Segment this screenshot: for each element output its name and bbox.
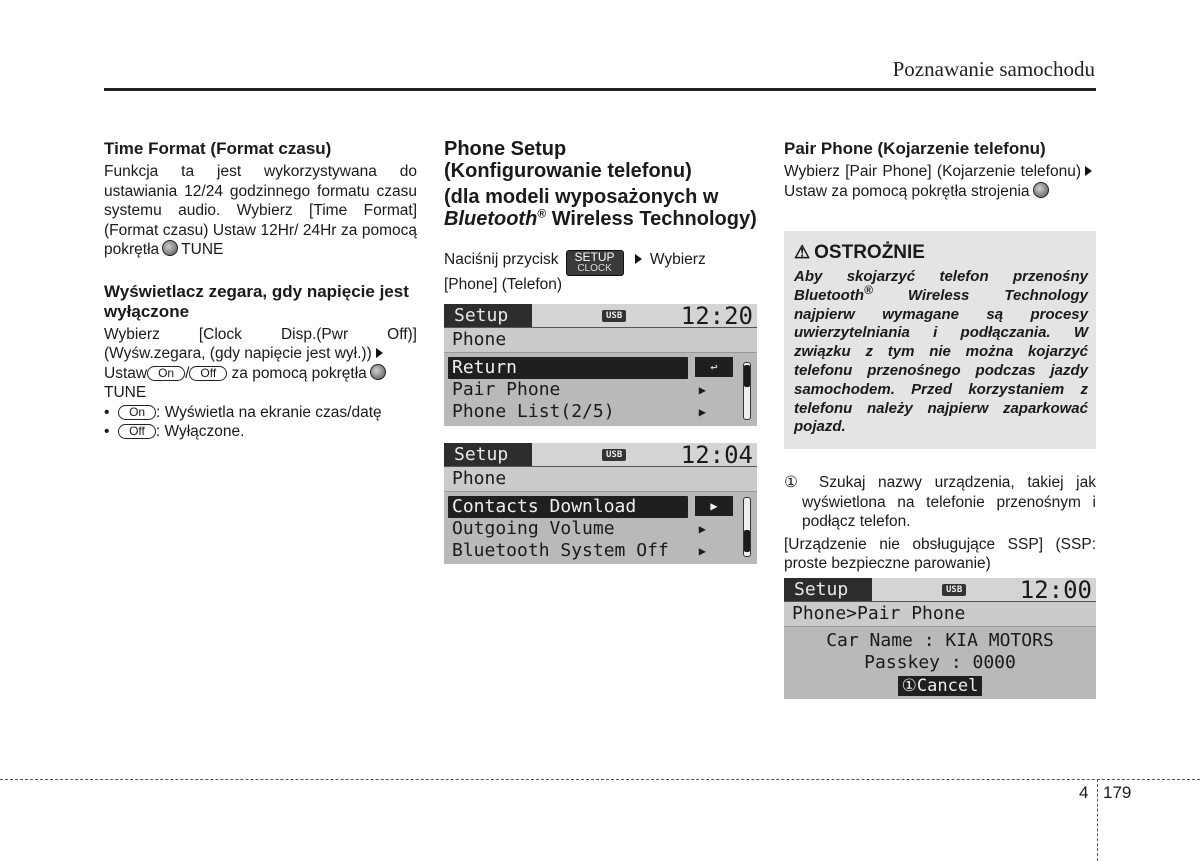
footer-rule (0, 779, 1200, 780)
paragraph-time-format: Funkcja ta jest wykorzystywana do ustawiania 12/24 godzinnego formatu czasu systemu audio. Wybierz [Time Format] (Format czasu) Ustaw 12Hr/ 24Hr za pomocą pokrętła TUNE (104, 163, 417, 258)
chevron-right-icon: ▶ (698, 405, 706, 419)
bullet-off: • Off : Wyłączone. (104, 423, 245, 440)
caution-text: Aby skojarzyć telefon przenośny Bluetooth® Wireless Technology najpierw wymagane są procesy uwierzytelniania i podłączania. W związku z tym nie można kojarzyć telefonu przenośnego podczas jazdy samochodem. Przed korzystaniem z telefonu należy najpierw zaparkować pojazd. (794, 268, 1088, 436)
usb-icon: USB (942, 584, 966, 596)
on-button-icon: On (118, 405, 156, 420)
menu-item-outgoing-volume[interactable]: Outgoing Volume ▶ (452, 518, 706, 539)
header-rule (104, 88, 1096, 91)
heading-bluetooth-models-2: Bluetooth® Wireless Technology) (444, 206, 757, 230)
chapter-number: 4 (1079, 783, 1089, 802)
chevron-right-icon: ▶ (698, 383, 706, 397)
caution-box (784, 231, 1096, 449)
chevron-right-icon: ▶ (695, 496, 733, 516)
column-middle (444, 138, 757, 295)
scrollbar[interactable] (743, 362, 751, 420)
paragraph-clock-set: Ustaw On / Off za pomocą pokrętła (104, 364, 417, 384)
arrow-right-icon (635, 254, 642, 264)
column-left (104, 138, 417, 442)
screen-title: Phone (444, 328, 757, 353)
return-icon: ↩ (695, 357, 733, 377)
screen-pair-phone (784, 578, 1096, 699)
paragraph-phone: [Phone] (Telefon) (444, 276, 563, 293)
menu-item-contacts-download[interactable]: Contacts Download (448, 496, 688, 518)
heading-phone-setup: Phone Setup (444, 138, 567, 160)
caution-title: ⚠ OSTROŻNIE (794, 242, 925, 263)
warning-icon: ⚠ (794, 242, 811, 262)
step-1: ① Szukaj nazwy urządzenia, takiej jak wyświetlona na telefonie przenośnym i podłącz telefon. (784, 474, 1096, 530)
heading-phone-setup-pl: (Konfigurowanie telefonu) (444, 160, 692, 182)
chevron-right-icon: ▶ (698, 544, 706, 558)
tune-knob-icon (370, 364, 386, 380)
chevron-right-icon: ▶ (698, 522, 706, 536)
cancel-button[interactable]: ①Cancel (898, 676, 983, 696)
screen-clock: 12:00 (1019, 578, 1092, 604)
setup-clock-button-icon: SETUP CLOCK (567, 251, 623, 275)
screen-tab: Setup (784, 578, 872, 601)
page-number: 179 (1103, 783, 1132, 802)
menu-item-pair-phone[interactable]: Pair Phone ▶ (452, 379, 706, 400)
screen-tab: Setup (444, 304, 532, 327)
tune-knob-icon (162, 240, 178, 256)
heading-clock-display: Wyświetlacz zegara, gdy napięcie jest wyłączone (104, 281, 409, 321)
bullet-on: • On : Wyświetla na ekranie czas/datę (104, 403, 382, 421)
heading-pair-phone: Pair Phone (Kojarzenie telefonu) (784, 139, 1046, 158)
car-name: Car Name : KIA MOTORS (826, 630, 1054, 651)
running-header: Poznawanie samochodu (892, 57, 1095, 81)
paragraph-tune: TUNE (104, 384, 147, 401)
screen-title: Phone>Pair Phone (784, 602, 1096, 627)
tune-knob-icon (1033, 182, 1049, 198)
column-right-lower (784, 473, 1096, 574)
paragraph-clock-display: Wybierz [Clock Disp.(Pwr Off)] (Wyśw.zegara, (gdy napięcie jest wył.)) (104, 325, 417, 362)
paragraph-pair-phone: Wybierz [Pair Phone] (Kojarzenie telefonu) Ustaw za pomocą pokrętła strojenia (784, 162, 1096, 201)
paragraph-press-setup: Naciśnij przycisk SETUP CLOCK Wybierz (444, 250, 706, 274)
arrow-right-icon (376, 348, 383, 358)
screen-clock: 12:04 (680, 443, 753, 469)
usb-icon: USB (602, 310, 626, 322)
off-button-icon: Off (118, 424, 156, 439)
menu-item-return[interactable]: Return (448, 357, 688, 379)
screen-tab: Setup (444, 443, 532, 466)
heading-bluetooth-models: (dla modeli wyposażonych w (444, 186, 719, 208)
heading-time-format: Time Format (Format czasu) (104, 139, 332, 158)
menu-item-bluetooth-off[interactable]: Bluetooth System Off ▶ (452, 540, 706, 561)
off-button-icon: Off (189, 366, 227, 381)
screen-clock: 12:20 (680, 304, 753, 330)
scrollbar[interactable] (743, 497, 751, 557)
screen-phone-menu-2 (444, 443, 757, 564)
menu-item-phone-list[interactable]: Phone List(2/5) ▶ (452, 401, 706, 422)
passkey: Passkey : 0000 (864, 652, 1016, 673)
arrow-right-icon (1085, 166, 1092, 176)
usb-icon: USB (602, 449, 626, 461)
screen-title: Phone (444, 467, 757, 492)
screen-phone-menu-1 (444, 304, 757, 426)
on-button-icon: On (147, 366, 185, 381)
footer-vertical-rule (1097, 779, 1098, 861)
paragraph-ssp: [Urządzenie nie obsługujące SSP] (SSP: proste bezpieczne parowanie) (784, 535, 1096, 572)
column-right (784, 138, 1096, 201)
